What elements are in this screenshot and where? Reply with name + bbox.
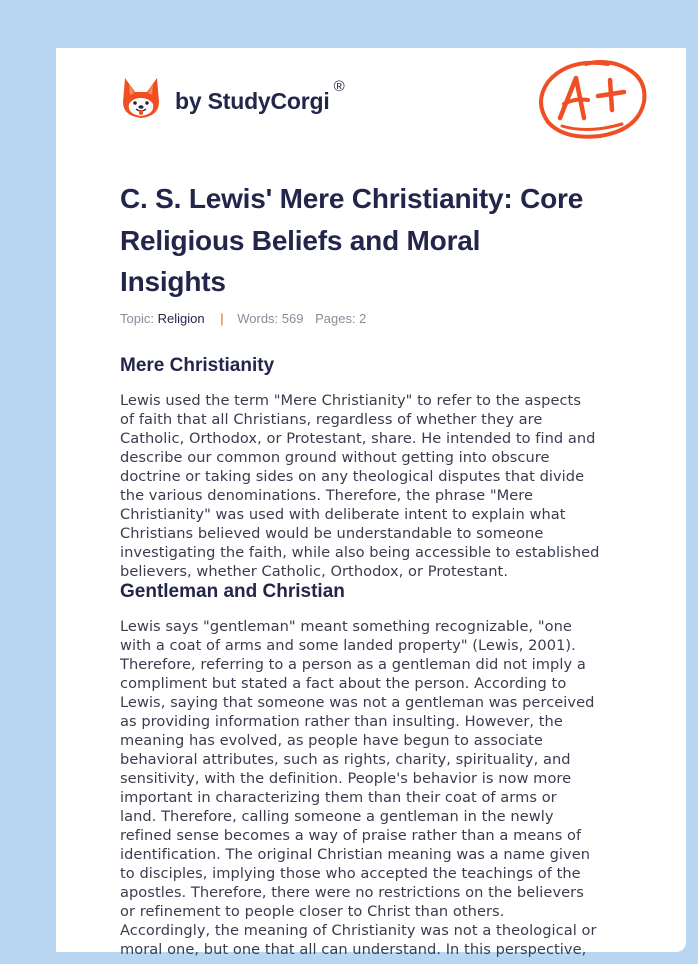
a-plus-grade-icon xyxy=(538,58,648,140)
text-line: sensitivity, with the definition. People's behavior is now more xyxy=(120,770,572,787)
section-heading-mere-christianity: Mere Christianity xyxy=(120,355,275,376)
title-line: C. S. Lewis' Mere Christianity: Core xyxy=(120,183,584,214)
text-line: Catholic, Orthodox, or Protestant, share. He intended to find and xyxy=(120,430,596,447)
text-line: refined sense becomes a way of praise rather than a means of xyxy=(120,827,582,844)
meta-separator: | xyxy=(220,311,224,326)
text-line: Lewis, saying that someone was not a gentleman was perceived xyxy=(120,694,595,711)
text-line: identification. The original Christian meaning was a name given xyxy=(120,846,591,863)
text-line: describe our common ground without getting into obscure xyxy=(120,449,550,466)
text-line: to disciples, implying those who accepted the teachings of the xyxy=(120,865,581,882)
document-meta xyxy=(120,311,366,326)
text-line: compliment but stated a fact about the person. According to xyxy=(120,675,567,692)
text-line: Lewis used the term "Mere Christianity" to refer to the aspects xyxy=(120,392,581,409)
title-line: Religious Beliefs and Moral xyxy=(120,224,481,256)
title-line: Insights xyxy=(120,266,226,297)
text-line: with a coat of arms and some landed property" (Lewis, 2001). xyxy=(120,637,576,654)
corgi-face-icon xyxy=(121,76,161,120)
topic-link[interactable]: Religion xyxy=(157,311,205,326)
registered-mark: ® xyxy=(333,77,345,95)
text-line: important in characterizing them than their coat of arms or xyxy=(120,789,557,806)
brand-logo[interactable] xyxy=(121,76,345,120)
topic-label: Topic: xyxy=(120,311,154,326)
text-line: investigating the faith, while also being accessible to established xyxy=(120,544,600,561)
text-line: as providing information rather than insulting. However, the xyxy=(120,713,563,730)
section-heading-gentleman-and-christian: Gentleman and Christian xyxy=(120,581,345,602)
brand-name: by StudyCorgi xyxy=(175,87,330,114)
text-line: behavioral attributes, such as rights, charity, spirituality, and xyxy=(120,751,571,768)
text-line: moral one, but one that all can understand. In this perspective, xyxy=(120,941,587,958)
text-line: Therefore, referring to a person as a gentleman did not imply a xyxy=(120,656,586,673)
text-line: or refinement to people closer to Christ than others. xyxy=(120,903,505,920)
text-line: Lewis says "gentleman" meant something recognizable, "one xyxy=(120,618,572,635)
text-line: the various denominations. Therefore, the phrase "Mere xyxy=(120,487,534,504)
text-line: apostles. Therefore, there were no restrictions on the believers xyxy=(120,884,584,901)
page-count: Pages: 2 xyxy=(315,311,367,326)
text-line: meaning has evolved, as people have begun to associate xyxy=(120,732,543,749)
page-title xyxy=(120,178,640,303)
text-line: Christians believed would be understandable to someone xyxy=(120,525,544,542)
text-line: believers, whether Catholic, Orthodox, or Protestant. xyxy=(120,563,509,580)
section-paragraph-mere-christianity xyxy=(120,391,640,581)
text-line: Accordingly, the meaning of Christianity was not a theological or xyxy=(120,922,597,939)
text-line: land. Therefore, calling someone a gentleman in the newly xyxy=(120,808,554,825)
text-line: Christianity" was used with deliberate intent to explain what xyxy=(120,506,566,523)
text-line: of faith that all Christians, regardless of whether they are xyxy=(120,411,543,428)
text-line: doctrine or taking sides on any theological disputes that divide xyxy=(120,468,585,485)
section-paragraph-gentleman-and-christian xyxy=(120,617,640,959)
word-count: Words: 569 xyxy=(237,311,304,326)
